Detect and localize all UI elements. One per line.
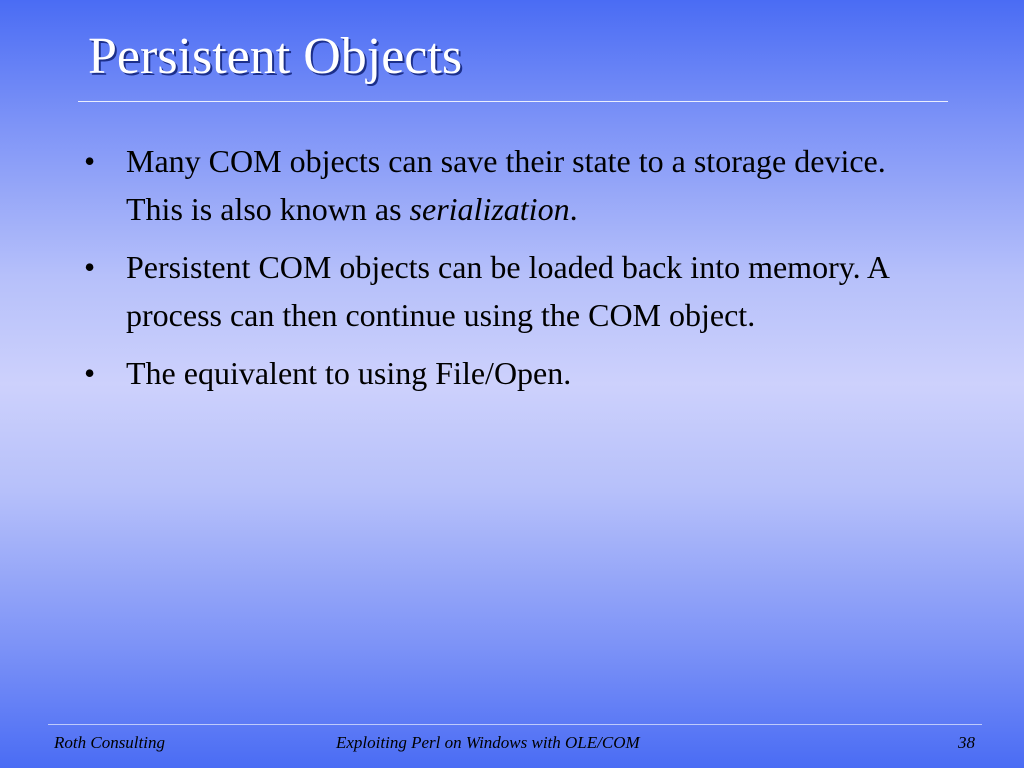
footer-divider xyxy=(48,724,982,725)
bullet-text: Many COM objects can save their state to a storage device. This is also known as xyxy=(126,143,886,227)
bullet-list xyxy=(84,137,914,407)
bullet-text: The equivalent to using File/Open. xyxy=(126,355,572,391)
bullet-item xyxy=(84,243,914,339)
footer-page-number: 38 xyxy=(958,733,975,752)
bullet-item xyxy=(84,349,914,397)
bullet-dot-icon: • xyxy=(84,143,96,179)
bullet-item xyxy=(84,137,914,233)
bullet-dot-icon: • xyxy=(84,249,96,285)
title-divider xyxy=(78,101,948,102)
bullet-dot-icon: • xyxy=(84,355,96,391)
footer-presentation-title: Exploiting Perl on Windows with OLE/COM xyxy=(336,733,640,752)
bullet-emphasis: serialization xyxy=(409,191,570,227)
footer-author: Roth Consulting xyxy=(54,733,165,752)
bullet-suffix: . xyxy=(569,191,578,227)
bullet-text: Persistent COM objects can be loaded back into memory. A process can then continue using the COM object. xyxy=(126,249,889,333)
slide-title: Persistent Objects xyxy=(88,28,463,85)
